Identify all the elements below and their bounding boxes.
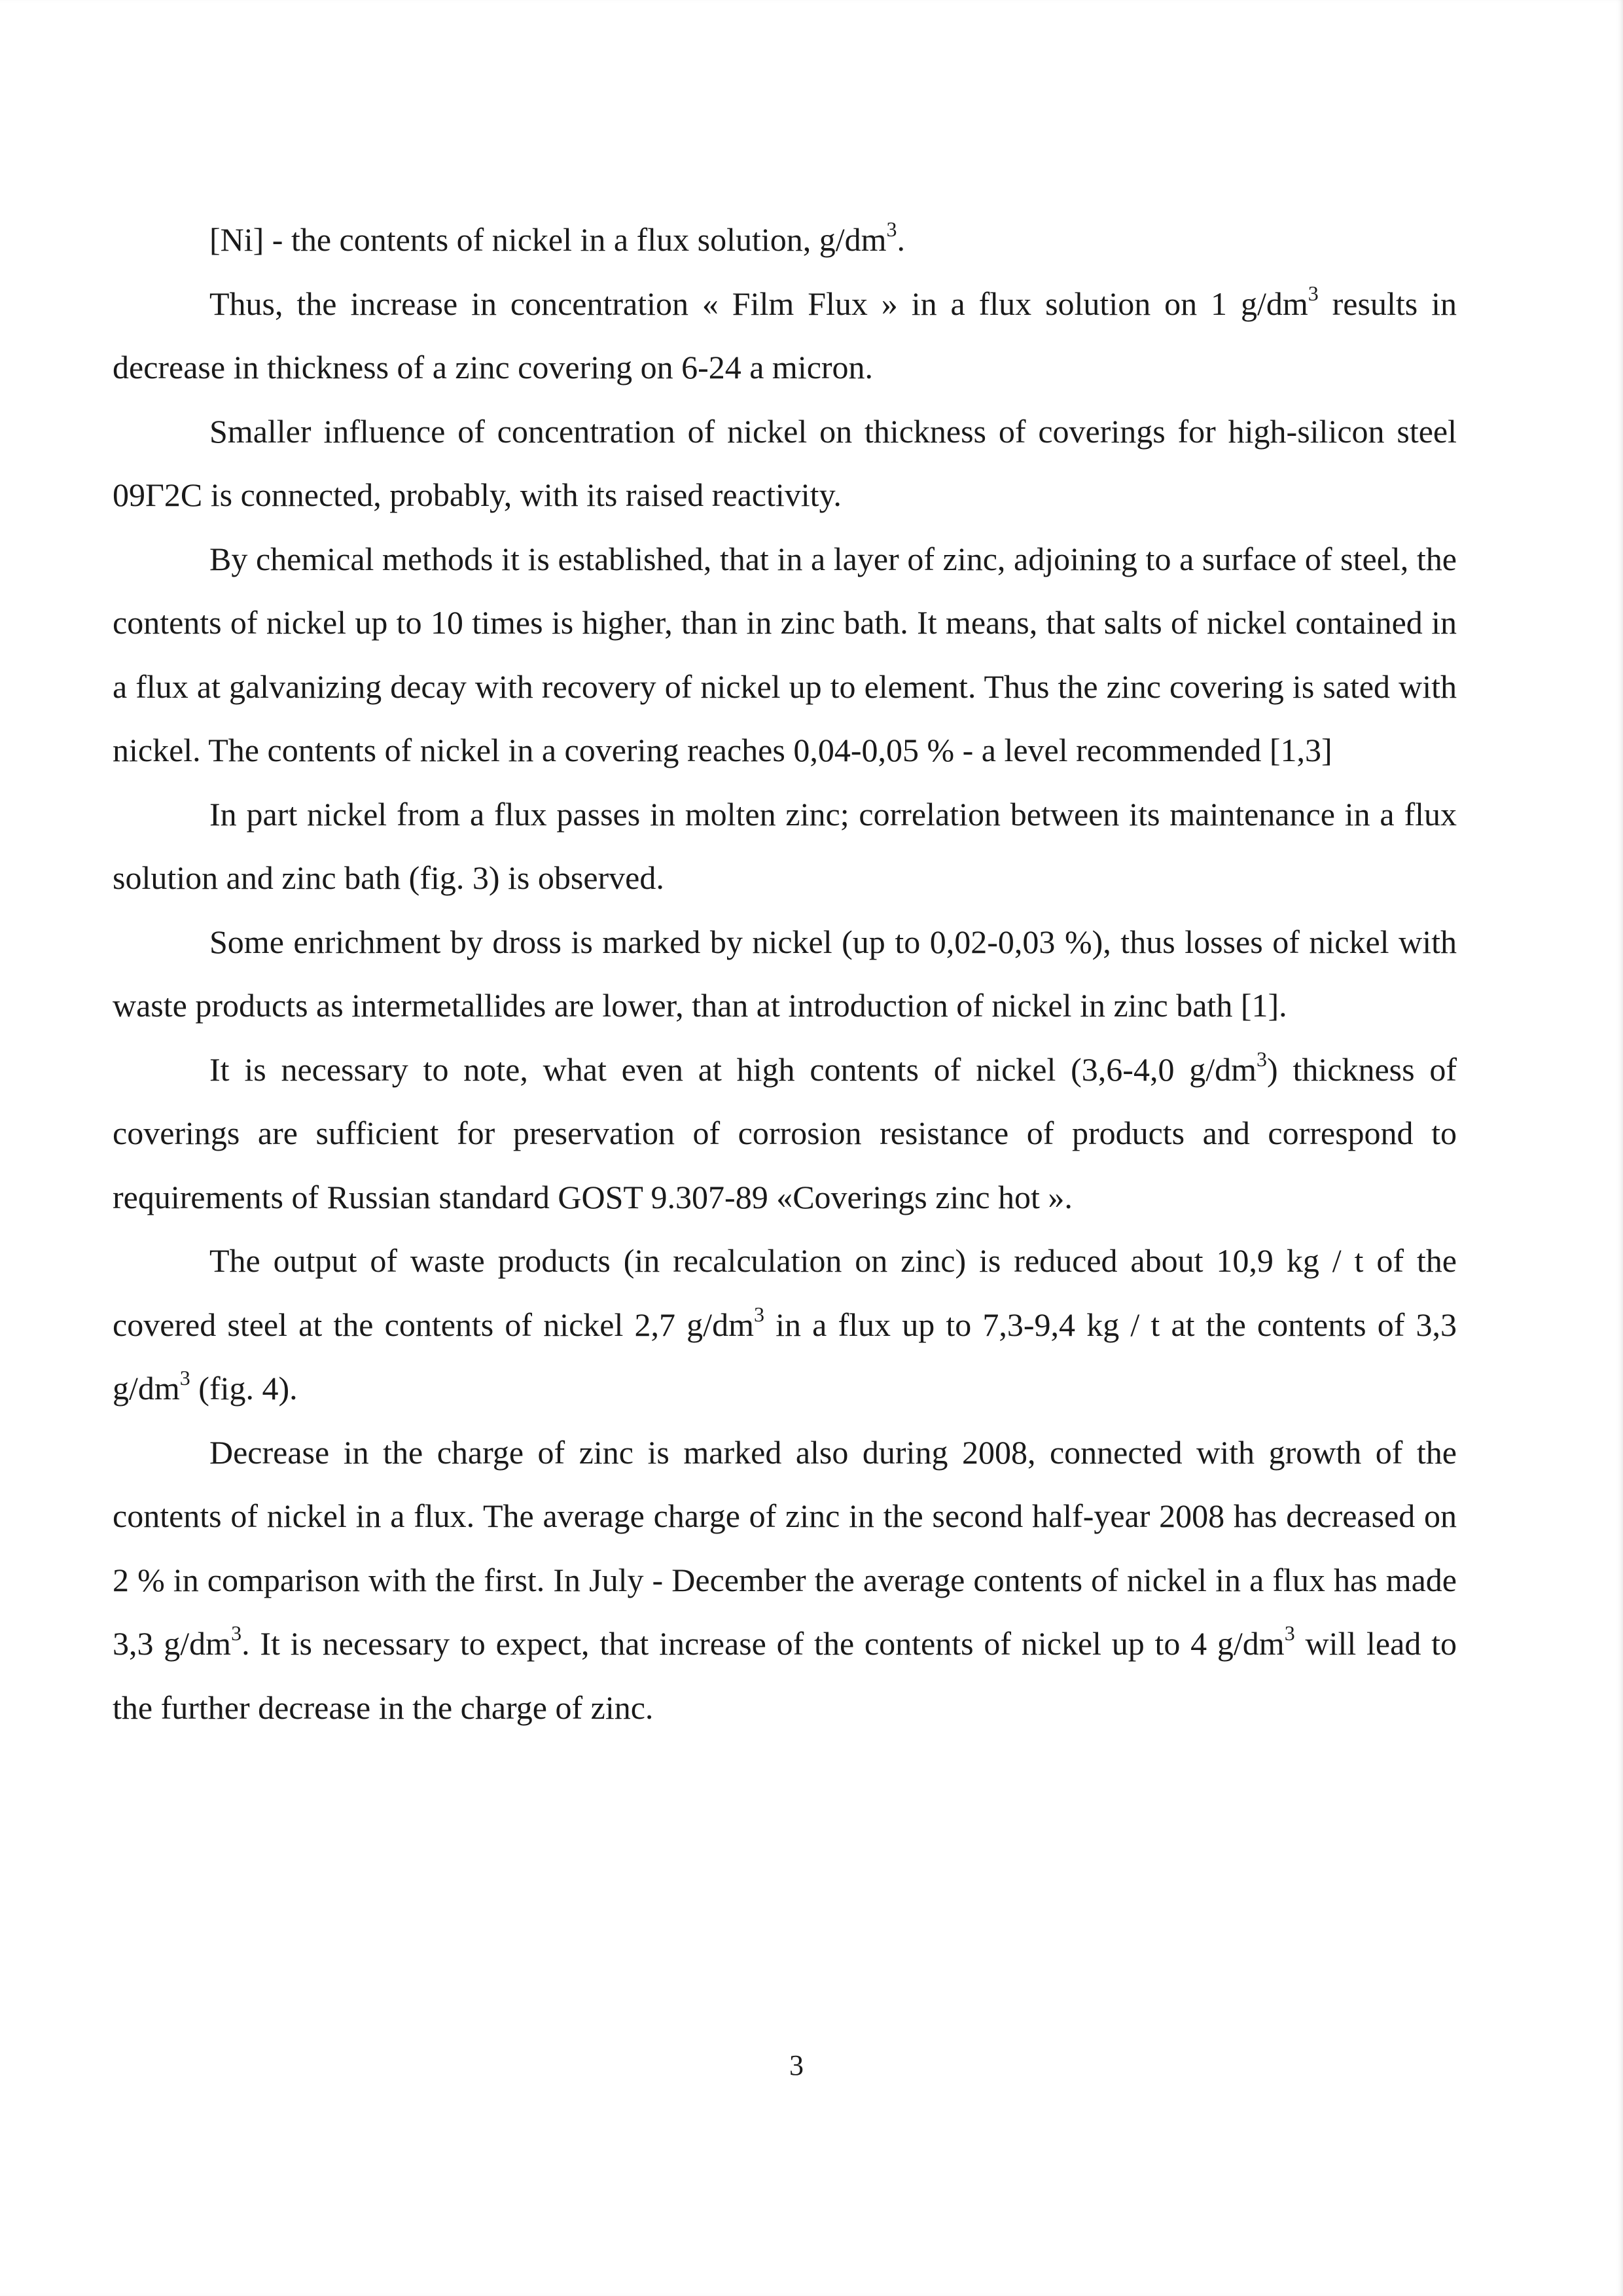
page-number: 3 bbox=[789, 2049, 804, 2081]
text-run: ) thickness of coverings are sufficient for preservation of corrosion resistance of products and correspond to requirements of Russian standard GOST 9.307-89 «Coverings zinc hot ». bbox=[113, 1050, 1457, 1215]
text-run: It is necessary to note, what even at high contents of nickel (3,6-4,0 g/dm bbox=[209, 1050, 1257, 1088]
paragraph bbox=[113, 1421, 1457, 1740]
paragraph bbox=[113, 783, 1457, 910]
superscript: 3 bbox=[886, 217, 897, 241]
superscript: 3 bbox=[1257, 1047, 1268, 1071]
text-run: results in decrease in thickness of a zinc covering on 6-24 a micron. bbox=[113, 285, 1457, 386]
paragraph bbox=[113, 528, 1457, 783]
text-run: (fig. 4). bbox=[190, 1370, 298, 1407]
text-run: By chemical methods it is established, that in a layer of zinc, adjoining to a surface of steel, the contents of nickel up to 10 times is higher, than in zinc bath. It means, that salts of nickel contained in a flux at galvanizing decay with recovery of nickel up to element. Thus the zinc covering is sated with nickel. The contents of nickel in a covering reaches 0,04-0,05 % - a level recommended [1,3] bbox=[113, 540, 1457, 768]
superscript: 3 bbox=[231, 1621, 242, 1645]
paragraph bbox=[113, 1229, 1457, 1421]
paragraph bbox=[113, 272, 1457, 400]
text-run: The output of waste products (in recalculation on zinc) is reduced about 10,9 kg / t of the covered steel at the contents of nickel 2,7 g/dm bbox=[113, 1242, 1457, 1343]
superscript: 3 bbox=[753, 1302, 764, 1326]
text-run: Decrease in the charge of zinc is marked also during 2008, connected with growth of the contents of nickel in a flux. The average charge of zinc in the second half-year 2008 has decreased on 2 % in comparison with the first. In July - December the average contents of nickel in a flux has made 3,3 g/dm bbox=[113, 1433, 1457, 1662]
text-run: . bbox=[897, 221, 906, 258]
superscript: 3 bbox=[1284, 1621, 1295, 1645]
text-run: In part nickel from a flux passes in molten zinc; correlation between its maintenance in a flux solution and zinc bath (fig. 3) is observed. bbox=[113, 795, 1457, 896]
text-run: will lead to the further decrease in the charge of zinc. bbox=[113, 1625, 1457, 1726]
text-run: . It is necessary to expect, that increase of the contents of nickel up to 4 g/dm bbox=[241, 1625, 1285, 1662]
body-text bbox=[113, 208, 1457, 1740]
paragraph bbox=[113, 910, 1457, 1038]
superscript: 3 bbox=[179, 1366, 190, 1390]
paragraph bbox=[113, 1038, 1457, 1230]
text-run: Smaller influence of concentration of nickel on thickness of coverings for high-silicon steel 09Г2С is connected, probably, with its raised reactivity. bbox=[113, 412, 1457, 513]
text-run: Some enrichment by dross is marked by nickel (up to 0,02-0,03 %), thus losses of nickel with waste products as intermetallides are lower, than at introduction of nickel in zinc bath [1]. bbox=[113, 923, 1457, 1024]
paragraph bbox=[113, 208, 1457, 272]
text-run: in a flux up to 7,3-9,4 kg / t at the contents of 3,3 g/dm bbox=[113, 1306, 1457, 1407]
superscript: 3 bbox=[1308, 281, 1319, 305]
paragraph bbox=[113, 400, 1457, 528]
text-run: [Ni] - the contents of nickel in a flux solution, g/dm bbox=[209, 221, 887, 258]
text-run: Thus, the increase in concentration « Film Flux » in a flux solution on 1 g/dm bbox=[209, 285, 1308, 322]
